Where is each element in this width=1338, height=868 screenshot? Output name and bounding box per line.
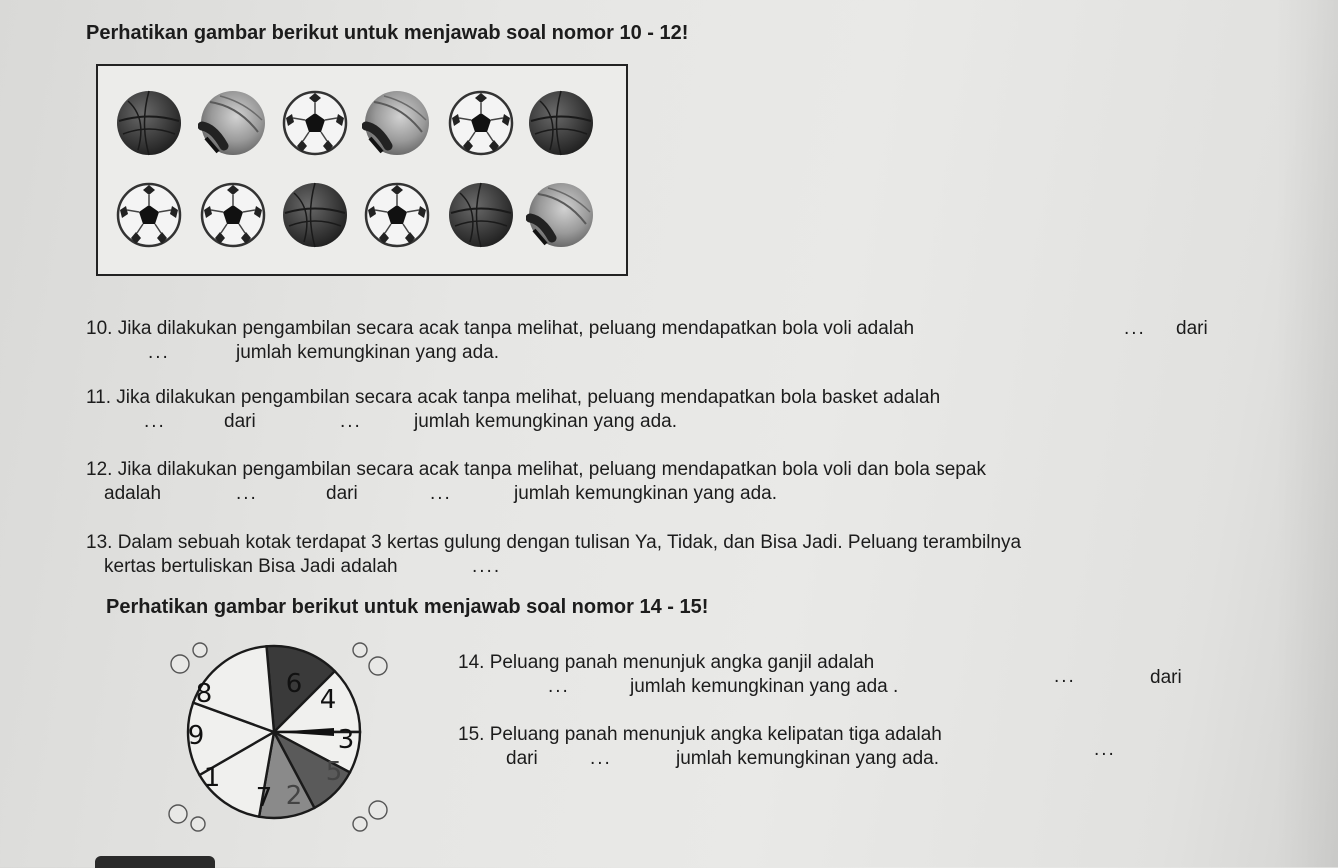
question-10-dari: dari (1176, 318, 1208, 339)
wheel-number-label: 6 (285, 669, 303, 699)
question-11-line-1: 11. Jika dilakukan pengambilan secara acak tanpa melihat, peluang mendapatkan bola basket adalah (86, 387, 941, 408)
soccer-ball-icon (362, 180, 432, 250)
question-14-line-1: 14. Peluang panah menunjuk angka ganjil adalah (458, 652, 875, 673)
question-15-blank-1: ... (1094, 739, 1116, 760)
question-12-adalah: adalah (104, 483, 162, 504)
wheel-number-label: 3 (337, 725, 355, 755)
soccer-ball-icon (114, 180, 184, 250)
question-10-blank-2: ... (148, 342, 170, 363)
soccer-ball-icon (446, 88, 516, 158)
spinner-wheel-picture (164, 636, 394, 836)
question-14-dari: dari (1150, 667, 1182, 688)
question-15-blank-2: ... (590, 748, 612, 769)
section-heading-14-15: Perhatikan gambar berikut untuk menjawab soal nomor 14 - 15! (106, 596, 709, 618)
question-12-dari: dari (326, 483, 358, 504)
volleyball-icon (362, 88, 432, 158)
question-11-blank-1: ... (144, 411, 166, 432)
question-10-line-1: 10. Jika dilakukan pengambilan secara acak tanpa melihat, peluang mendapatkan bola voli adalah (86, 318, 915, 339)
basketball-icon (114, 88, 184, 158)
soccer-ball-icon (198, 180, 268, 250)
question-13-line-2: kertas bertuliskan Bisa Jadi adalah (104, 556, 398, 577)
question-14-line-2: jumlah kemungkinan yang ada . (630, 676, 899, 697)
question-14-blank-2: ... (548, 676, 570, 697)
question-11-dari: dari (224, 411, 256, 432)
question-11-blank-2: ... (340, 411, 362, 432)
basketball-icon (446, 180, 516, 250)
wheel-number-label: 4 (319, 685, 337, 715)
ball-picture-box (96, 64, 628, 276)
wheel-number-label: 1 (203, 763, 221, 793)
wheel-number-label: 8 (195, 679, 213, 709)
section-heading-10-12: Perhatikan gambar berikut untuk menjawab soal nomor 10 - 12! (86, 22, 689, 44)
question-10-blank-1: ... (1124, 318, 1146, 339)
volleyball-icon (526, 180, 596, 250)
question-12-line-2: jumlah kemungkinan yang ada. (514, 483, 778, 504)
question-12-line-1: 12. Jika dilakukan pengambilan secara acak tanpa melihat, peluang mendapatkan bola voli dan bola sepak (86, 459, 986, 480)
wheel-number-label: 9 (187, 721, 205, 751)
question-12-blank-1: ... (236, 483, 258, 504)
wheel-number-label: 2 (285, 781, 303, 811)
question-10-line-2: jumlah kemungkinan yang ada. (236, 342, 500, 363)
wheel-number-label: 5 (325, 757, 343, 787)
question-15-line-2: jumlah kemungkinan yang ada. (676, 748, 940, 769)
page-shadow-edge (1276, 0, 1338, 867)
question-14-blank-1: ... (1054, 666, 1076, 687)
basketball-icon (280, 180, 350, 250)
wheel-number-label: 7 (255, 783, 273, 813)
volleyball-icon (198, 88, 268, 158)
question-11-line-2: jumlah kemungkinan yang ada. (414, 411, 678, 432)
question-15-dari: dari (506, 748, 538, 769)
basketball-icon (526, 88, 596, 158)
question-13-line-1: 13. Dalam sebuah kotak terdapat 3 kertas gulung dengan tulisan Ya, Tidak, dan Bisa Jadi. Peluang terambilnya (86, 532, 1022, 553)
question-15-line-1: 15. Peluang panah menunjuk angka kelipatan tiga adalah (458, 724, 942, 745)
footer-strip (95, 856, 215, 868)
question-12-blank-2: ... (430, 483, 452, 504)
soccer-ball-icon (280, 88, 350, 158)
question-13-blank-1: .... (472, 556, 502, 577)
